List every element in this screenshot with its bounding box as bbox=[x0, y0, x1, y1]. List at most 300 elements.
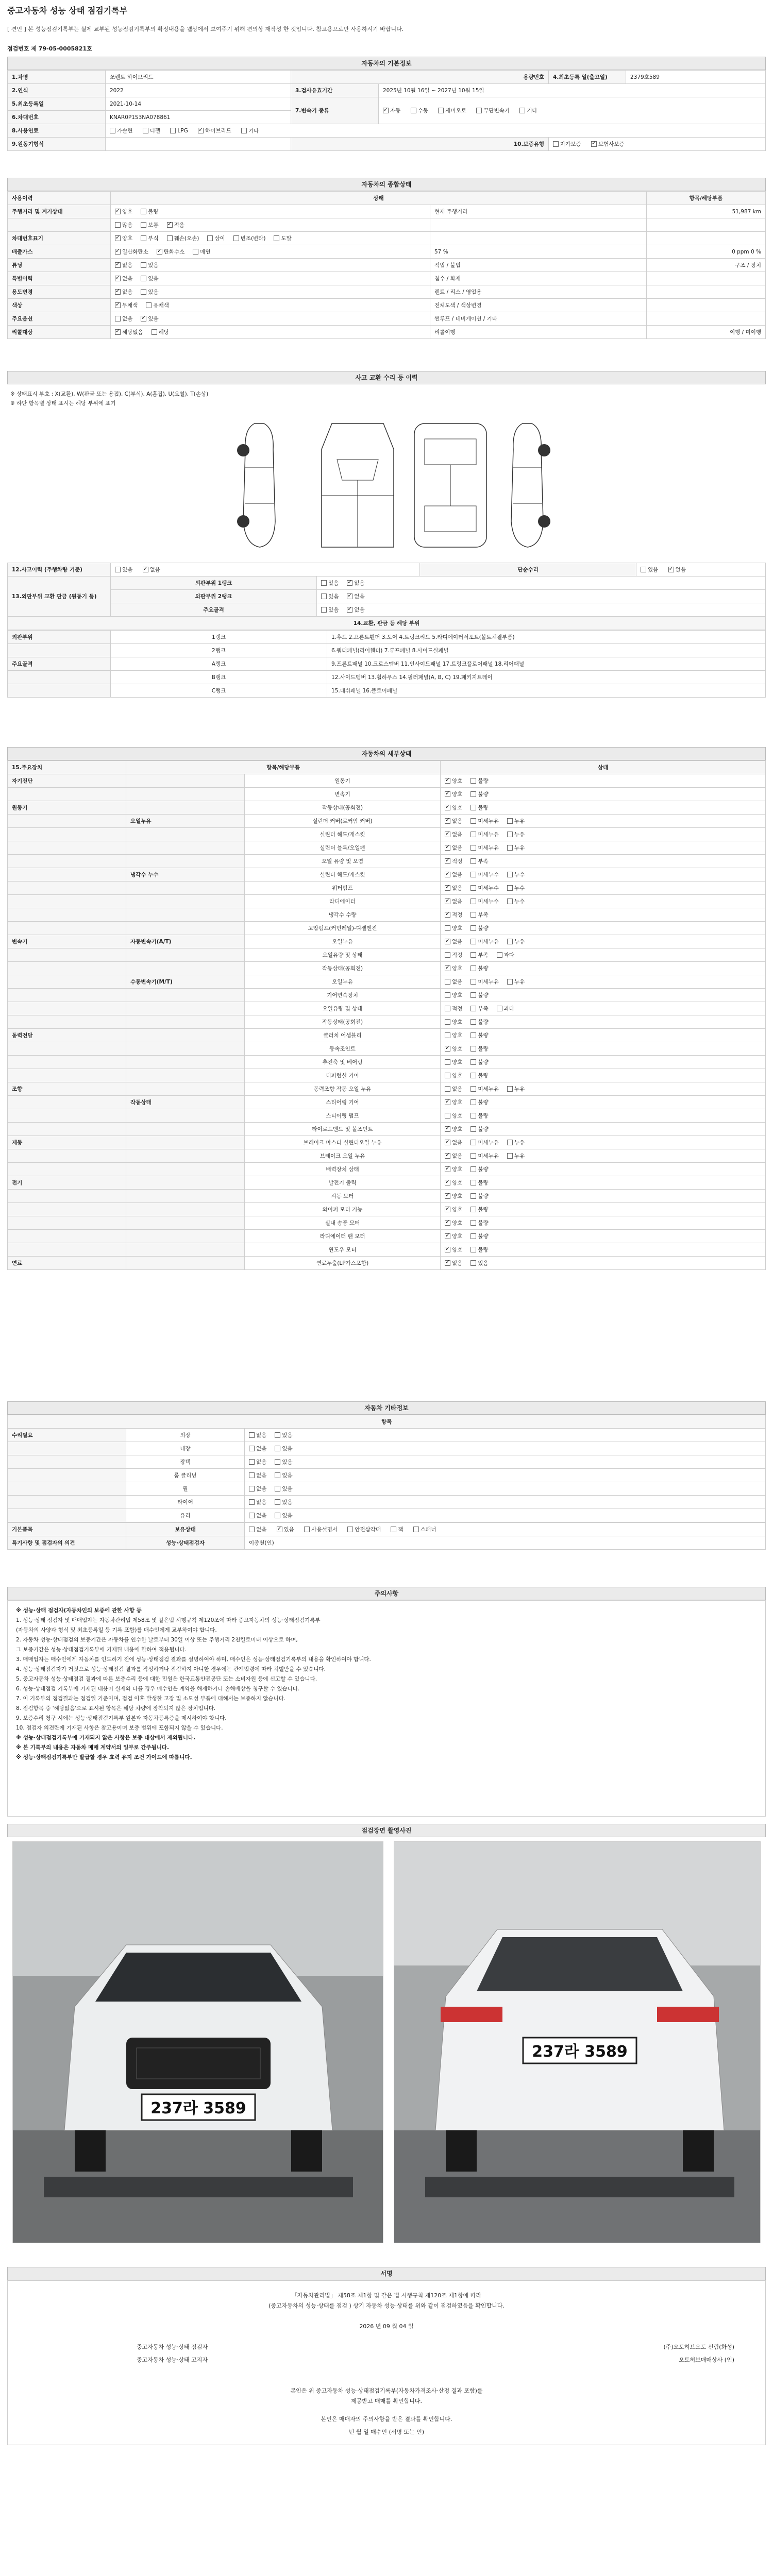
detail-item: 클러치 어셈블리 bbox=[245, 1029, 441, 1042]
checkbox-icon bbox=[445, 791, 450, 797]
frame-label: 주요골격 bbox=[111, 603, 317, 617]
detail-subgroup bbox=[126, 1082, 245, 1096]
other-row bbox=[8, 1442, 766, 1455]
checkbox-icon bbox=[470, 925, 476, 931]
overall-row-note-value bbox=[647, 285, 766, 299]
checkbox-icon bbox=[146, 302, 152, 308]
detail-subgroup: 수동변속기(M/T) bbox=[126, 975, 245, 989]
detail-group bbox=[8, 1056, 126, 1069]
car-rear-photo bbox=[394, 1842, 761, 2243]
checkbox-icon bbox=[249, 1513, 255, 1518]
checker-label: 성능·상태점검자 bbox=[126, 1536, 245, 1550]
checkbox-icon bbox=[115, 235, 121, 241]
checkbox-icon bbox=[141, 235, 146, 241]
other-col-item: 항목 bbox=[8, 1415, 766, 1429]
notice-text bbox=[7, 1600, 766, 1817]
other-row bbox=[8, 1455, 766, 1469]
checkbox-icon bbox=[274, 235, 279, 241]
overall-row bbox=[8, 312, 766, 326]
detail-row bbox=[8, 1176, 766, 1190]
car-diagram bbox=[7, 408, 766, 563]
detail-item: 라디에이터 팬 모터 bbox=[245, 1230, 441, 1243]
detail-state-options: ✓ 없음 미세누유 누유 bbox=[441, 935, 766, 948]
detail-item: 워터펌프 bbox=[245, 882, 441, 895]
detail-subgroup bbox=[126, 908, 245, 922]
detail-group bbox=[8, 1002, 126, 1015]
detail-subgroup bbox=[126, 788, 245, 801]
detail-subgroup: 작동상태 bbox=[126, 1096, 245, 1109]
overall-row-options: 많음 보통✓ 적음 bbox=[111, 218, 430, 232]
rank1-label: 외판부위 1랭크 bbox=[111, 577, 317, 590]
warranty-label: 10.보증유형 bbox=[291, 138, 549, 151]
seller-sign-label: 중고자동차 성능·상태 고지자 bbox=[137, 2357, 208, 2363]
detail-group bbox=[8, 1243, 126, 1257]
overall-row-options: ✓ 없음 있음 bbox=[111, 285, 430, 299]
detail-subgroup bbox=[126, 774, 245, 788]
other-group bbox=[8, 1496, 126, 1509]
detail-subgroup bbox=[126, 882, 245, 895]
checkbox-icon bbox=[438, 108, 444, 113]
other-item: 외장 bbox=[126, 1429, 245, 1442]
checkbox-icon bbox=[445, 1113, 450, 1118]
detail-state-options: 양호 불량 bbox=[441, 1015, 766, 1029]
checkbox-icon bbox=[115, 276, 121, 281]
checkbox-icon bbox=[507, 979, 513, 985]
checkbox-icon bbox=[445, 1247, 450, 1252]
detail-item: 추진축 및 베어링 bbox=[245, 1056, 441, 1069]
damage-part-row bbox=[8, 644, 766, 657]
detail-row bbox=[8, 975, 766, 989]
checkbox-icon bbox=[445, 858, 450, 864]
checkbox-icon bbox=[470, 1220, 476, 1226]
checkbox-icon bbox=[470, 832, 476, 837]
checkbox-icon bbox=[275, 1486, 280, 1492]
checkbox-icon bbox=[445, 979, 450, 985]
damage-history-heading: 사고 교환 수리 등 이력 bbox=[7, 371, 766, 384]
first-reg-label: 4.최초등록 일(출고일) bbox=[549, 71, 626, 84]
detail-item: 원동기 bbox=[245, 774, 441, 788]
engine-type-label: 9.원동기형식 bbox=[8, 138, 106, 151]
damage-group bbox=[8, 684, 111, 698]
checkbox-icon bbox=[167, 222, 173, 228]
overall-col-state: 상태 bbox=[111, 192, 647, 205]
accident-options: 있음 ✓ 없음 bbox=[111, 563, 420, 577]
damage-part-row bbox=[8, 657, 766, 671]
basic-items-label: 기본품목 bbox=[8, 1523, 126, 1536]
checkbox-icon bbox=[115, 329, 121, 335]
overall-state-heading: 자동차의 종합상태 bbox=[7, 178, 766, 191]
signature-line-4: 제공받고 매매를 확인합니다. bbox=[350, 2398, 422, 2404]
other-item: 광택 bbox=[126, 1455, 245, 1469]
notice-line: 3. 매매업자는 매수인에게 자동차를 인도하기 전에 성능·상태점검 결과를 설명하여야 하며, 매수인은 성능·상태점검기록부의 내용을 확인하여야 합니다. bbox=[16, 1656, 371, 1663]
checkbox-icon bbox=[275, 1499, 280, 1505]
overall-row-options: ✓ 양호 불량 bbox=[111, 205, 430, 218]
checkbox-icon bbox=[445, 965, 450, 971]
damage-parts: 1.후드 2.프론트휀더 3.도어 4.트렁크리드 5.라디에이터서포트(볼트체결부품) bbox=[327, 631, 766, 644]
rank2-label: 외판부위 2랭크 bbox=[111, 590, 317, 603]
checkbox-icon bbox=[445, 805, 450, 810]
detail-subgroup bbox=[126, 1216, 245, 1230]
detail-group bbox=[8, 1015, 126, 1029]
checkbox-icon bbox=[115, 209, 121, 214]
overall-row bbox=[8, 205, 766, 218]
checkbox-icon bbox=[470, 1086, 476, 1092]
checkbox-icon bbox=[115, 262, 121, 268]
detail-state-options: ✓ 없음 미세누수 누수 bbox=[441, 882, 766, 895]
detail-item: 작동상태(공회전) bbox=[245, 962, 441, 975]
detail-state-options: ✓ 적정 부족 bbox=[441, 855, 766, 868]
detail-item: 기어변속장치 bbox=[245, 989, 441, 1002]
damage-rank: 2랭크 bbox=[111, 644, 327, 657]
detail-state-options: ✓ 양호 불량 bbox=[441, 1123, 766, 1136]
checkbox-icon bbox=[470, 1180, 476, 1185]
checkbox-icon bbox=[445, 939, 450, 944]
detail-state-options: ✓ 양호 불량 bbox=[441, 962, 766, 975]
detail-item: 발전기 출력 bbox=[245, 1176, 441, 1190]
car-front-top-diagram bbox=[316, 418, 399, 552]
detail-row bbox=[8, 1002, 766, 1015]
document-number: 점검번호 제 79-05-0005821호 bbox=[7, 45, 92, 52]
checkbox-icon bbox=[445, 818, 450, 824]
checkbox-icon bbox=[470, 1113, 476, 1118]
checkbox-icon bbox=[470, 939, 476, 944]
overall-row-note: 57 % bbox=[430, 245, 647, 259]
overall-row bbox=[8, 299, 766, 312]
detail-item: 변속기 bbox=[245, 788, 441, 801]
detail-state-options: 양호 불량 bbox=[441, 1109, 766, 1123]
other-row bbox=[8, 1496, 766, 1509]
signature-line-3: 본인은 위 중고자동차 성능·상태점검기록부(자동차가격조사·산정 결과 포함)를 bbox=[290, 2387, 483, 2394]
overall-row-options: ✓ 양호 부식 훼손(오손) 상이 변조(변타) 도말 bbox=[111, 232, 430, 245]
checkbox-icon bbox=[470, 885, 476, 891]
signature-line-2: (중고자동차의 성능·상태를 점검 ) 상기 자동차 성능·상태를 위와 같이 점검하였음을 확인합니다. bbox=[268, 2302, 505, 2309]
checkbox-icon bbox=[470, 992, 476, 998]
signature-date: 2026 년 09 월 04 일 bbox=[359, 2323, 414, 2330]
detail-subgroup bbox=[126, 1230, 245, 1243]
detail-state-options: ✓ 없음 미세누유 누유 bbox=[441, 828, 766, 841]
detail-item: 스티어링 펌프 bbox=[245, 1109, 441, 1123]
detail-item: 작동상태(공회전) bbox=[245, 1015, 441, 1029]
detail-subgroup bbox=[126, 841, 245, 855]
checkbox-icon bbox=[445, 1140, 450, 1145]
detail-state-options: 적정 부족 과다 bbox=[441, 1002, 766, 1015]
overall-row-note: 침수 / 화재 bbox=[430, 272, 647, 285]
detail-group bbox=[8, 882, 126, 895]
checkbox-icon bbox=[275, 1446, 280, 1451]
overall-row-label: 주요옵션 bbox=[8, 312, 111, 326]
notice-section bbox=[7, 1587, 766, 1817]
other-options: 없음 있음 bbox=[245, 1496, 766, 1509]
checkbox-icon bbox=[445, 1180, 450, 1185]
overall-row-note: 적법 / 불법 bbox=[430, 259, 647, 272]
overall-row-note: 리콜이행 bbox=[430, 326, 647, 339]
checkbox-icon bbox=[143, 128, 148, 133]
detail-state-options: 양호 불량 bbox=[441, 989, 766, 1002]
damage-group: 외판부위 bbox=[8, 631, 111, 644]
detail-row bbox=[8, 828, 766, 841]
checkbox-icon bbox=[519, 108, 525, 113]
notice-heading: 주의사항 bbox=[7, 1587, 766, 1600]
detail-state-options: 양호 불량 bbox=[441, 1056, 766, 1069]
detail-row bbox=[8, 1042, 766, 1056]
overall-row bbox=[8, 245, 766, 259]
overall-row bbox=[8, 285, 766, 299]
detail-group bbox=[8, 1163, 126, 1176]
checkbox-icon bbox=[470, 1153, 476, 1159]
detail-row bbox=[8, 882, 766, 895]
checkbox-icon bbox=[152, 329, 157, 335]
detail-item: 시동 모터 bbox=[245, 1190, 441, 1203]
detail-group bbox=[8, 1190, 126, 1203]
engine-type-value bbox=[106, 138, 291, 151]
overall-row-note-value: 구조 / 장치 bbox=[647, 259, 766, 272]
notice-line: 4. 성능·상태점검자가 거짓으로 성능·상태점검 결과를 작성하거나 점검하지 아니한 경우에는 관계법령에 따라 처벌받을 수 있습니다. bbox=[16, 1666, 326, 1672]
overall-row-options: ✓ 일산화탄소✓ 탄화수소 매연 bbox=[111, 245, 430, 259]
detail-subgroup bbox=[126, 1203, 245, 1216]
detail-row bbox=[8, 1029, 766, 1042]
detail-row bbox=[8, 1243, 766, 1257]
checkbox-icon bbox=[470, 791, 476, 797]
detail-row bbox=[8, 895, 766, 908]
notice-line: 8. 점검항목 중 '해당없음'으로 표시된 항목은 해당 차량에 장착되지 않은 장치입니다. bbox=[16, 1705, 216, 1711]
detail-state-options: ✓ 적정 부족 bbox=[441, 908, 766, 922]
other-options: 없음 있음 bbox=[245, 1482, 766, 1496]
checkbox-icon bbox=[233, 235, 239, 241]
overall-row-note bbox=[430, 232, 647, 245]
car-left-side-diagram bbox=[234, 418, 285, 552]
detail-state-options: ✓ 양호 불량 bbox=[441, 1176, 766, 1190]
detail-subgroup bbox=[126, 1029, 245, 1042]
detail-row bbox=[8, 774, 766, 788]
plate-label: 용량번호 bbox=[291, 71, 549, 84]
front-photo bbox=[12, 1841, 383, 2243]
vin-label: 6.차대번호 bbox=[8, 111, 106, 124]
other-options: 없음 있음 bbox=[245, 1509, 766, 1522]
detail-group bbox=[8, 948, 126, 962]
detail-item: 타이로드엔드 및 볼조인트 bbox=[245, 1123, 441, 1136]
detail-item: 실린더 헤드/개스킷 bbox=[245, 868, 441, 882]
checkbox-icon bbox=[445, 992, 450, 998]
detail-group bbox=[8, 1230, 126, 1243]
checkbox-icon bbox=[445, 1193, 450, 1199]
damage-parts-table bbox=[7, 630, 766, 698]
checkbox-icon bbox=[383, 108, 389, 113]
damage-part-row bbox=[8, 684, 766, 698]
checkbox-icon bbox=[470, 778, 476, 784]
checkbox-icon bbox=[198, 128, 204, 133]
checkbox-icon bbox=[115, 316, 121, 321]
detail-parts-heading: 14.교환, 판금 등 해당 부위 bbox=[8, 617, 766, 630]
warranty-options: 자가보증 ✓ 보험사보증 bbox=[549, 138, 766, 151]
detail-row bbox=[8, 788, 766, 801]
other-group bbox=[8, 1455, 126, 1469]
detail-state-heading: 자동차의 세부상태 bbox=[7, 747, 766, 760]
overall-state-section bbox=[7, 178, 766, 339]
special-notes-label: 특기사항 및 점검자의 의견 bbox=[8, 1536, 126, 1550]
detail-group bbox=[8, 815, 126, 828]
first-registration-label: 5.최초등록일 bbox=[8, 97, 106, 111]
notice-line: 10. 점검자 의견란에 기재된 사항은 참고용이며 보증 범위에 포함되지 않을 수 있습니다. bbox=[16, 1725, 223, 1731]
page-title: 중고자동차 성능 상태 점검기록부 bbox=[7, 6, 128, 15]
other-item: 타이어 bbox=[126, 1496, 245, 1509]
vehicle-name-value: 쏘렌토 하이브리드 bbox=[106, 71, 291, 84]
detail-state-options: ✓ 없음 있음 bbox=[441, 1257, 766, 1270]
detail-row bbox=[8, 841, 766, 855]
overall-col-note: 항목/해당부품 bbox=[647, 192, 766, 205]
overall-row-options: ✓ 무채색 유채색 bbox=[111, 299, 430, 312]
detail-row bbox=[8, 855, 766, 868]
other-group bbox=[8, 1509, 126, 1522]
checkbox-icon bbox=[445, 885, 450, 891]
checkbox-icon bbox=[470, 1193, 476, 1199]
detail-row bbox=[8, 1257, 766, 1270]
detail-state-options: ✓ 양호 불량 bbox=[441, 788, 766, 801]
other-group bbox=[8, 1442, 126, 1455]
model-year-label: 2.연식 bbox=[8, 84, 106, 97]
inspection-period-value: 2025년 10월 16일 ~ 2027년 10월 15일 bbox=[379, 84, 766, 97]
signature-box bbox=[7, 2280, 766, 2445]
detail-group bbox=[8, 908, 126, 922]
checkbox-icon bbox=[470, 1032, 476, 1038]
checkbox-icon bbox=[445, 1166, 450, 1172]
seller-sign-value: 오토허브매매상사 (인) bbox=[679, 2357, 734, 2363]
checkbox-icon bbox=[141, 316, 146, 321]
overall-row-note-value bbox=[647, 312, 766, 326]
signature-line-5: 본인은 매매자의 주의사항을 받은 결과를 확인합니다. bbox=[321, 2416, 452, 2422]
detail-subgroup bbox=[126, 1149, 245, 1163]
detail-group bbox=[8, 828, 126, 841]
overall-row-options: ✓ 없음 있음 bbox=[111, 272, 430, 285]
checkbox-icon bbox=[553, 141, 559, 147]
detail-group bbox=[8, 868, 126, 882]
detail-subgroup bbox=[126, 1123, 245, 1136]
basic-info-section bbox=[7, 57, 766, 151]
plate-value: 2379호589 bbox=[626, 71, 766, 84]
signature-heading: 서명 bbox=[7, 2267, 766, 2280]
checkbox-icon bbox=[507, 872, 513, 877]
detail-subgroup bbox=[126, 895, 245, 908]
detail-item: 동력조향 작동 오일 누유 bbox=[245, 1082, 441, 1096]
checkbox-icon bbox=[249, 1472, 255, 1478]
detail-state-options: ✓ 없음 미세누수 누수 bbox=[441, 895, 766, 908]
detail-subgroup bbox=[126, 1069, 245, 1082]
other-item: 내장 bbox=[126, 1442, 245, 1455]
detail-subgroup bbox=[126, 989, 245, 1002]
checkbox-icon bbox=[445, 1032, 450, 1038]
damage-history-section bbox=[7, 371, 766, 698]
overall-row-label: 리콜대상 bbox=[8, 326, 111, 339]
damage-parts: 12.사이드멤버 13.휠하우스 14.필러패널(A, B, C) 19.패키지트레이 bbox=[327, 671, 766, 684]
notice-line: 5. 중고자동차 성능·상태점검 결과에 따른 보증수리 등에 대한 민원은 한국교통안전공단 또는 소비자원 등에 신고할 수 있습니다. bbox=[16, 1676, 317, 1682]
basic-items-sub: 보유상태 bbox=[126, 1523, 245, 1536]
checkbox-icon bbox=[249, 1499, 255, 1505]
checkbox-icon bbox=[207, 235, 213, 241]
checkbox-icon bbox=[141, 289, 146, 295]
detail-subgroup bbox=[126, 1015, 245, 1029]
rear-photo bbox=[394, 1841, 761, 2243]
exchange-label: 13.외판부위 교환 판금 (원동기 등) bbox=[8, 577, 111, 617]
checkbox-icon bbox=[497, 952, 502, 958]
checkbox-icon bbox=[507, 818, 513, 824]
overall-row-options: ✓ 없음 있음 bbox=[111, 259, 430, 272]
other-row bbox=[8, 1482, 766, 1496]
detail-row bbox=[8, 922, 766, 935]
other-options: 없음 있음 bbox=[245, 1455, 766, 1469]
basic-info-table bbox=[7, 70, 766, 151]
checkbox-icon bbox=[170, 128, 176, 133]
checkbox-icon bbox=[476, 108, 482, 113]
checkbox-icon bbox=[445, 1006, 450, 1011]
detail-row bbox=[8, 1096, 766, 1109]
overall-row bbox=[8, 272, 766, 285]
detail-group bbox=[8, 922, 126, 935]
checkbox-icon bbox=[115, 302, 121, 308]
detail-item: 윈도우 모터 bbox=[245, 1243, 441, 1257]
detail-row bbox=[8, 801, 766, 815]
detail-state-options: ✓ 양호 불량 bbox=[441, 1243, 766, 1257]
detail-row bbox=[8, 1082, 766, 1096]
checkbox-icon bbox=[141, 209, 146, 214]
other-row bbox=[8, 1429, 766, 1442]
other-options: 없음 있음 bbox=[245, 1469, 766, 1482]
detail-state-options: 양호 불량 bbox=[441, 1029, 766, 1042]
checkbox-icon bbox=[115, 249, 121, 255]
detail-col-sub: 항목/해당부품 bbox=[126, 761, 441, 774]
checkbox-icon bbox=[470, 1059, 476, 1065]
checkbox-icon bbox=[507, 1140, 513, 1145]
checkbox-icon bbox=[141, 222, 146, 228]
overall-row-note-value: 이행 / 미이행 bbox=[647, 326, 766, 339]
checkbox-icon bbox=[470, 1166, 476, 1172]
checkbox-icon bbox=[507, 1153, 513, 1159]
detail-group bbox=[8, 1109, 126, 1123]
checkbox-icon bbox=[445, 1220, 450, 1226]
fuel-options: 가솔린 디젤 LPG ✓ 하이브리드 기타 bbox=[106, 124, 766, 138]
detail-item: 오일유량 및 상태 bbox=[245, 1002, 441, 1015]
detail-state-options: 양호 불량 bbox=[441, 922, 766, 935]
other-info-section bbox=[7, 1401, 766, 1550]
detail-subgroup: 냉각수 누수 bbox=[126, 868, 245, 882]
detail-row bbox=[8, 1069, 766, 1082]
checkbox-icon bbox=[275, 1472, 280, 1478]
front-plate-text: 237라 3589 bbox=[150, 2099, 246, 2117]
car-rear-top-diagram bbox=[409, 418, 492, 552]
detail-item: 오일 유량 및 오염 bbox=[245, 855, 441, 868]
detail-item: 작동상태(공회전) bbox=[245, 801, 441, 815]
checker-sign-value: (주)오토허브오토 신림(화성) bbox=[663, 2344, 734, 2350]
overall-row-note-value bbox=[647, 272, 766, 285]
detail-group bbox=[8, 1216, 126, 1230]
detail-group: 제동 bbox=[8, 1136, 126, 1149]
transmission-options: ✓ 자동 수동 세미오토 무단변속기 기타 bbox=[379, 97, 766, 124]
checkbox-icon bbox=[470, 912, 476, 918]
checkbox-icon bbox=[470, 1140, 476, 1145]
overall-row-label: 차대번호표기 bbox=[8, 232, 111, 245]
damage-group bbox=[8, 671, 111, 684]
detail-subgroup bbox=[126, 1257, 245, 1270]
checkbox-icon bbox=[507, 832, 513, 837]
detail-group bbox=[8, 1069, 126, 1082]
other-row bbox=[8, 1469, 766, 1482]
detail-group: 연료 bbox=[8, 1257, 126, 1270]
detail-state-options: ✓ 양호 불량 bbox=[441, 774, 766, 788]
detail-item: 실린더 헤드/개스킷 bbox=[245, 828, 441, 841]
detail-subgroup bbox=[126, 828, 245, 841]
detail-row bbox=[8, 1123, 766, 1136]
notice-line: 7. 이 기록부의 점검결과는 점검일 기준이며, 점검 이후 발생한 고장 및 소모성 부품에 대해서는 보증하지 않습니다. bbox=[16, 1696, 286, 1702]
damage-legend-1: ※ 상태표시 부호 : X(교환), W(판금 또는 용접), C(부식), A(흠집), U(요철), T(손상) bbox=[10, 391, 209, 397]
overall-row-note: 렌트 / 리스 / 영업용 bbox=[430, 285, 647, 299]
